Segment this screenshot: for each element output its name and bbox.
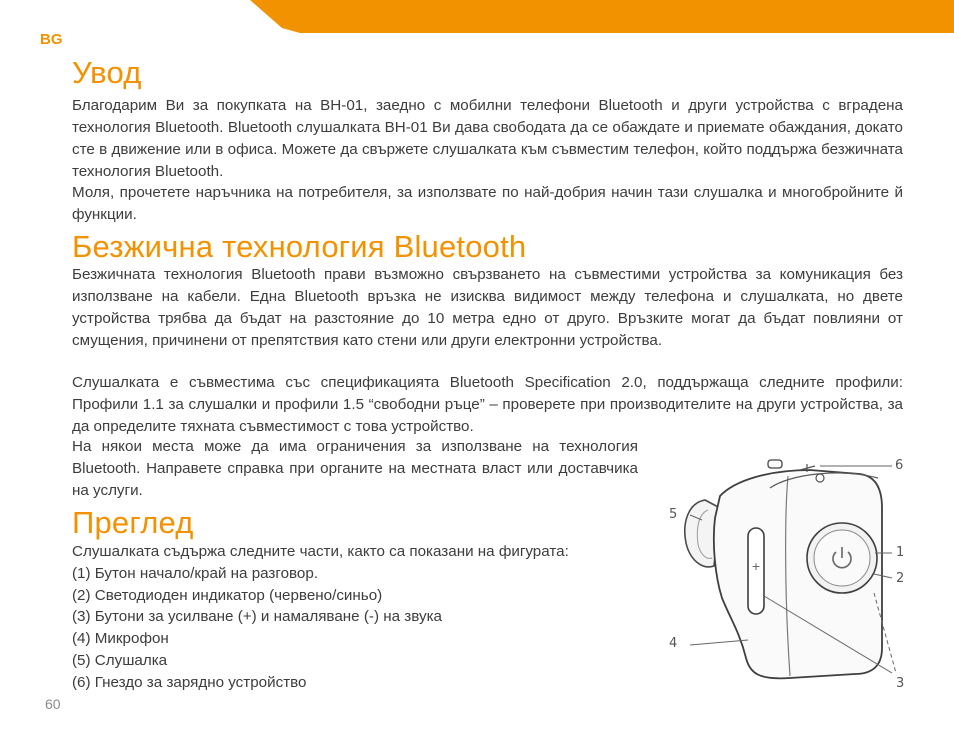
- parts-intro: Слушалката съдържа следните части, както са показани на фигурата:: [72, 543, 569, 560]
- header-band: [0, 0, 954, 34]
- callout-4: 4: [669, 636, 678, 651]
- page-number: 60: [45, 696, 61, 712]
- part-item: (1) Бутон начало/край на разговор.: [72, 564, 319, 582]
- section-title-intro: Увод: [72, 55, 142, 90]
- part-item: (6) Гнездо за зарядно устройство: [72, 673, 307, 691]
- headset-figure: [660, 448, 920, 698]
- callout-6: 6: [895, 458, 904, 473]
- callout-2: 2: [896, 571, 905, 586]
- callout-5: 5: [669, 507, 678, 522]
- volume-plus-label: +: [751, 560, 761, 573]
- part-item: (2) Светодиоден индикатор (червено/синьо): [72, 586, 383, 604]
- section-title-overview: Преглед: [72, 505, 194, 540]
- intro-paragraph-2: Моля, прочетете наръчника на потребителя, за използвате по най-добрия начин тази слушалка и многобройните й функции.: [72, 184, 903, 223]
- section-title-bluetooth: Безжична технология Bluetooth: [72, 229, 527, 264]
- parts-list: [72, 541, 569, 694]
- bluetooth-paragraph-3: На някои места може да има ограничения за използване на технология Bluetooth. Направете справка при органите на местната власт или доставчика на услуги.: [72, 438, 638, 499]
- intro-paragraph-1: Благодарим Ви за покупката на BH-01, заедно с мобилни телефони Bluetooth и други устройства с вградена технология Bluetooth. Bluetooth слушалката BH-01 Ви дава свободата да се обаждате и приемате обаждания, докато сте в движение или в офиса. Можете да свържете слушалката към съвместим телефон, който поддържа безжичната технология Bluetooth.: [72, 97, 903, 180]
- callout-1: 1: [896, 545, 905, 560]
- part-item: (5) Слушалка: [72, 651, 168, 669]
- part-item: (4) Микрофон: [72, 630, 169, 648]
- language-code: BG: [40, 31, 63, 48]
- bluetooth-paragraph-2: Слушалката е съвместима със спецификацията Bluetooth Specification 2.0, поддържаща следните профили: Профили 1.1 за слушалки и профили 1.5 “свободни ръце” – проверете при производителите на други устройства, за да определите тяхната съвместимост с това устройство.: [72, 374, 903, 435]
- part-item: (3) Бутони за усилване (+) и намаляване (-) на звука: [72, 608, 442, 626]
- headset-illustration: [660, 448, 920, 698]
- callout-3: 3: [896, 676, 905, 691]
- bluetooth-paragraph-1: Безжичната технология Bluetooth прави възможно свързването на съвместими устройства за комуникация без използване на кабели. Една Bluetooth връзка не изисква видимост между телефона и слушалката, но двете устройства трябва да бъдат на разстояние до 10 метра едно от друго. Връзките могат да бъдат повлияни от смущения, причинени от препятствия като стени или други електронни устройства.: [72, 266, 903, 349]
